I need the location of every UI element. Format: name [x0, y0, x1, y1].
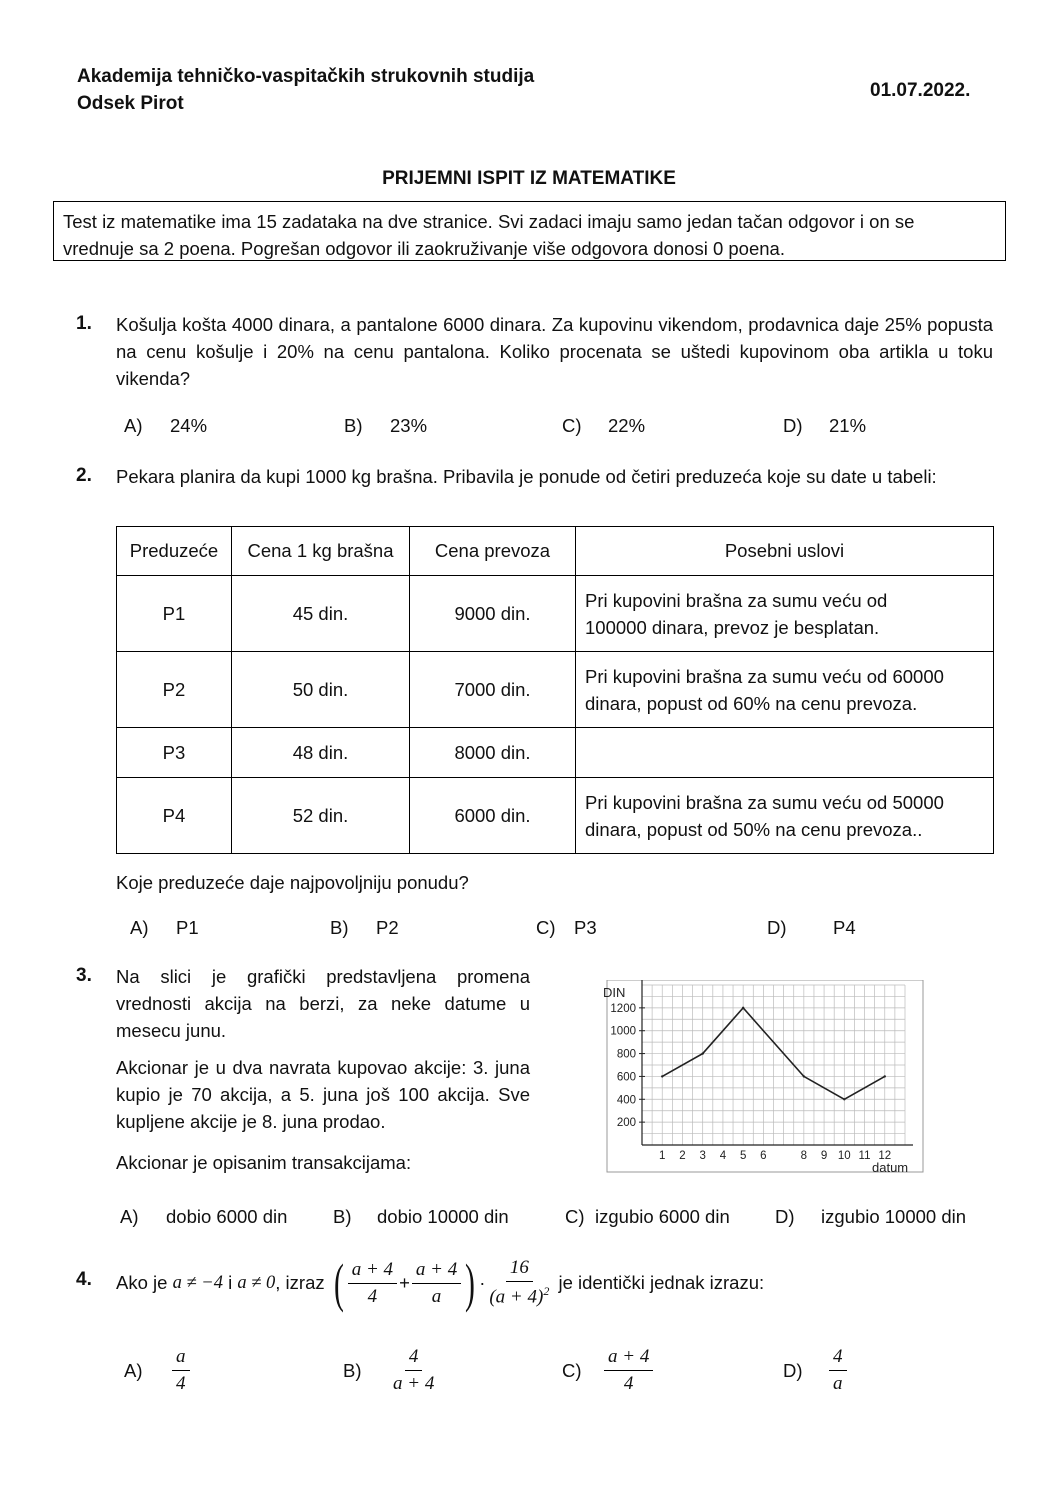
data-point	[843, 1098, 845, 1100]
y-tick-label: 800	[616, 1048, 636, 1061]
option-label: D)	[783, 1359, 803, 1381]
table-header-cell: Cena 1 kg brašna	[232, 527, 410, 576]
table-cell-transport: 6000 din.	[410, 778, 576, 854]
table-cell-transport: 9000 din.	[410, 576, 576, 652]
fraction-denominator	[485, 1282, 553, 1308]
question-4-option-d[interactable]	[783, 1346, 847, 1395]
question-1-option-b[interactable]	[344, 415, 427, 437]
question-4-mid: , izraz	[275, 1272, 325, 1293]
instructions-line-1: Test iz matematike ima 15 zadataka na dve stranice. Svi zadaci imaju samo jedan tačan odgovor i on se	[63, 211, 915, 232]
fraction-3	[485, 1257, 553, 1308]
fraction-denominator: a + 4	[393, 1373, 435, 1394]
question-2-option-d[interactable]	[767, 917, 856, 939]
option-value: P3	[574, 917, 597, 938]
fraction-numerator: 4	[405, 1346, 423, 1371]
table-row	[117, 652, 994, 728]
x-tick-label: 4	[719, 1150, 727, 1162]
option-label: C)	[562, 415, 582, 436]
x-tick-label: 1	[659, 1150, 666, 1162]
expression	[330, 1252, 554, 1314]
fraction-numerator: 16	[506, 1257, 533, 1282]
table-row	[117, 576, 994, 652]
question-3-option-c[interactable]	[565, 1206, 730, 1228]
option-value: P1	[176, 917, 199, 938]
table-cell-conditions	[576, 652, 994, 728]
option-label: C)	[565, 1206, 585, 1227]
chart-frame	[607, 980, 923, 1172]
question-3-option-d[interactable]	[775, 1206, 966, 1228]
table-cell-firm: P4	[117, 778, 232, 854]
question-4-option-a[interactable]	[124, 1346, 190, 1395]
question-3-text-1: Na slici je grafički predstavljena promena vrednosti akcija na berzi, za neke datume u mesecu junu.	[116, 966, 530, 1041]
conditions-line: dinara, popust od 60% na cenu prevoza.	[585, 692, 918, 714]
exam-date: 01.07.2022.	[870, 80, 971, 101]
option-fraction	[389, 1346, 438, 1395]
fraction-2	[412, 1259, 461, 1308]
option-label: A)	[130, 917, 149, 938]
option-fraction	[604, 1346, 653, 1395]
option-value: 24%	[170, 415, 208, 436]
question-3-number: 3.	[76, 965, 92, 986]
y-tick-label: 600	[616, 1071, 636, 1084]
fraction-denominator: 4	[367, 1285, 378, 1307]
question-1-option-c[interactable]	[562, 415, 645, 437]
option-label: C)	[536, 917, 556, 938]
option-label: D)	[767, 917, 787, 938]
data-point	[803, 1075, 805, 1077]
y-tick-label: 1200	[610, 1002, 636, 1015]
fraction-numerator: a + 4	[412, 1259, 461, 1284]
option-label: A)	[120, 1206, 139, 1227]
data-point	[742, 1007, 744, 1009]
y-tick-label: 1000	[610, 1025, 636, 1038]
question-4-number: 4.	[76, 1269, 92, 1290]
x-tick-label: 3	[699, 1150, 706, 1162]
question-1-text: Košulja košta 4000 dinara, a pantalone 6000 dinara. Za kupovinu vikendom, prodavnica daje 25% popusta na cenu košulje i 20% na cenu pantalona. Koliko procenata se uštedi kupovinom oba artikla u toku vikenda?	[116, 314, 993, 389]
option-label: B)	[343, 1359, 362, 1381]
option-value: izgubio 10000 din	[821, 1206, 967, 1227]
option-label: B)	[344, 415, 363, 436]
y-axis-label: DIN	[603, 985, 626, 1000]
table-header-cell: Posebni uslovi	[576, 527, 994, 576]
table-cell-firm: P3	[117, 728, 232, 778]
conjunction: i	[228, 1272, 233, 1293]
question-1-option-a[interactable]	[124, 415, 207, 437]
x-tick-label: 2	[679, 1150, 686, 1162]
question-4-option-b[interactable]	[343, 1346, 438, 1395]
question-2-option-b[interactable]	[330, 917, 399, 939]
question-4-text	[116, 1250, 764, 1316]
table-cell-conditions	[576, 728, 994, 778]
exponent: 2	[543, 1284, 550, 1299]
conditions-line: Pri kupovini brašna za sumu veću od 60000	[585, 665, 944, 687]
table-row	[117, 778, 994, 854]
conditions-line: Pri kupovini brašna za sumu veću od 50000	[585, 791, 944, 813]
x-tick-label: 5	[739, 1150, 747, 1162]
offers-table	[116, 526, 994, 854]
option-fraction	[172, 1346, 190, 1395]
y-tick-label: 200	[616, 1117, 636, 1130]
fraction-numerator: a + 4	[348, 1259, 397, 1284]
option-label: B)	[330, 917, 349, 938]
x-tick-label: 6	[760, 1150, 767, 1162]
option-label: B)	[333, 1206, 352, 1227]
y-tick-label: 400	[616, 1094, 636, 1107]
page-title: PRIJEMNI ISPIT IZ MATEMATIKE	[382, 168, 676, 189]
option-label: C)	[562, 1359, 582, 1381]
question-4-option-c[interactable]	[562, 1346, 653, 1395]
question-4-suffix: je identički jednak izrazu:	[558, 1272, 765, 1293]
table-cell-conditions	[576, 778, 994, 854]
table-cell-firm: P1	[117, 576, 232, 652]
x-axis-label: datum	[872, 1160, 909, 1175]
data-point	[884, 1075, 886, 1077]
option-label: A)	[124, 1359, 143, 1381]
option-value: 22%	[608, 415, 646, 436]
table-cell-transport: 7000 din.	[410, 652, 576, 728]
question-2-text: Pekara planira da kupi 1000 kg brašna. Pribavila je ponude od četiri preduzeća koje su date u tabeli:	[116, 466, 937, 487]
x-tick-label: 11	[858, 1150, 871, 1162]
fraction-denominator: a	[833, 1373, 843, 1394]
option-fraction	[829, 1346, 847, 1395]
conditions-line: 100000 dinara, prevoz je besplatan.	[585, 616, 880, 638]
question-1-option-d[interactable]	[783, 415, 866, 437]
instructions-line-2: vrednuje sa 2 poena. Pogrešan odgovor ili zaokruživanje više odgovora donosi 0 poena.	[63, 238, 785, 259]
x-tick-label: 9	[820, 1150, 828, 1162]
question-2-number: 2.	[76, 465, 92, 486]
question-3-option-b[interactable]	[333, 1206, 509, 1228]
x-tick-label: 10	[837, 1150, 851, 1162]
table-row	[117, 728, 994, 778]
question-2-option-a[interactable]	[130, 917, 199, 939]
table-cell-transport: 8000 din.	[410, 728, 576, 778]
left-paren: (	[333, 1253, 344, 1313]
table-cell-firm: P2	[117, 652, 232, 728]
question-2-question: Koje preduzeće daje najpovoljniju ponudu?	[116, 872, 469, 893]
option-label: A)	[124, 415, 143, 436]
fraction-numerator: a + 4	[604, 1346, 653, 1371]
table-header-row	[117, 527, 994, 576]
question-3-text-3: Akcionar je opisanim transakcijama:	[116, 1152, 412, 1173]
x-tick-label: 8	[800, 1150, 808, 1162]
option-value: dobio 10000 din	[377, 1206, 509, 1227]
option-value: 21%	[829, 415, 867, 436]
table-cell-price: 48 din.	[232, 728, 410, 778]
data-point	[701, 1052, 703, 1054]
question-2-option-c[interactable]	[536, 917, 597, 939]
table-cell-price: 52 din.	[232, 778, 410, 854]
fraction-1	[348, 1259, 397, 1308]
department-name: Odsek Pirot	[77, 93, 184, 114]
fraction-numerator: 4	[829, 1346, 847, 1371]
x-tick-label: 12	[878, 1150, 892, 1162]
table-cell-conditions	[576, 576, 994, 652]
condition-2: a ≠ 0	[237, 1272, 276, 1293]
table-cell-price: 50 din.	[232, 652, 410, 728]
institution-name: Akademija tehničko-vaspitačkih strukovnih studija	[77, 66, 535, 87]
option-label: D)	[775, 1206, 795, 1227]
question-3-option-a[interactable]	[120, 1206, 287, 1228]
stock-price-chart	[595, 980, 925, 1180]
table-header-cell: Preduzeće	[117, 527, 232, 576]
question-1-number: 1.	[76, 313, 92, 334]
table-cell-price: 45 din.	[232, 576, 410, 652]
instructions-box	[53, 201, 1006, 261]
right-paren: )	[465, 1253, 476, 1313]
option-value: izgubio 6000 din	[595, 1206, 730, 1227]
dot-sign: ·	[479, 1272, 486, 1293]
fraction-denominator: 4	[623, 1373, 634, 1394]
fraction-numerator: a	[172, 1346, 190, 1371]
conditions-line: dinara, popust od 50% na cenu prevoza..	[585, 818, 923, 840]
data-point	[661, 1075, 663, 1077]
option-value: P4	[833, 917, 856, 938]
fraction-denominator: a	[431, 1285, 442, 1307]
condition-1: a ≠ −4	[172, 1272, 223, 1293]
option-value: 23%	[390, 415, 428, 436]
question-4-prefix: Ako je	[116, 1272, 168, 1293]
plus-sign: +	[399, 1272, 410, 1293]
conditions-line: Pri kupovini brašna za sumu veću od	[585, 589, 888, 611]
option-label: D)	[783, 415, 803, 436]
option-value: P2	[376, 917, 399, 938]
question-3-text-2: Akcionar je u dva navrata kupovao akcije: 3. juna kupio je 70 akcija, a 5. juna još 100 akcija. Sve kupljene akcije je 8. juna prodao.	[116, 1057, 530, 1132]
table-header-cell: Cena prevoza	[410, 527, 576, 576]
denominator-base: (a + 4)	[489, 1286, 544, 1308]
option-value: dobio 6000 din	[166, 1206, 288, 1227]
fraction-denominator: 4	[176, 1373, 186, 1394]
